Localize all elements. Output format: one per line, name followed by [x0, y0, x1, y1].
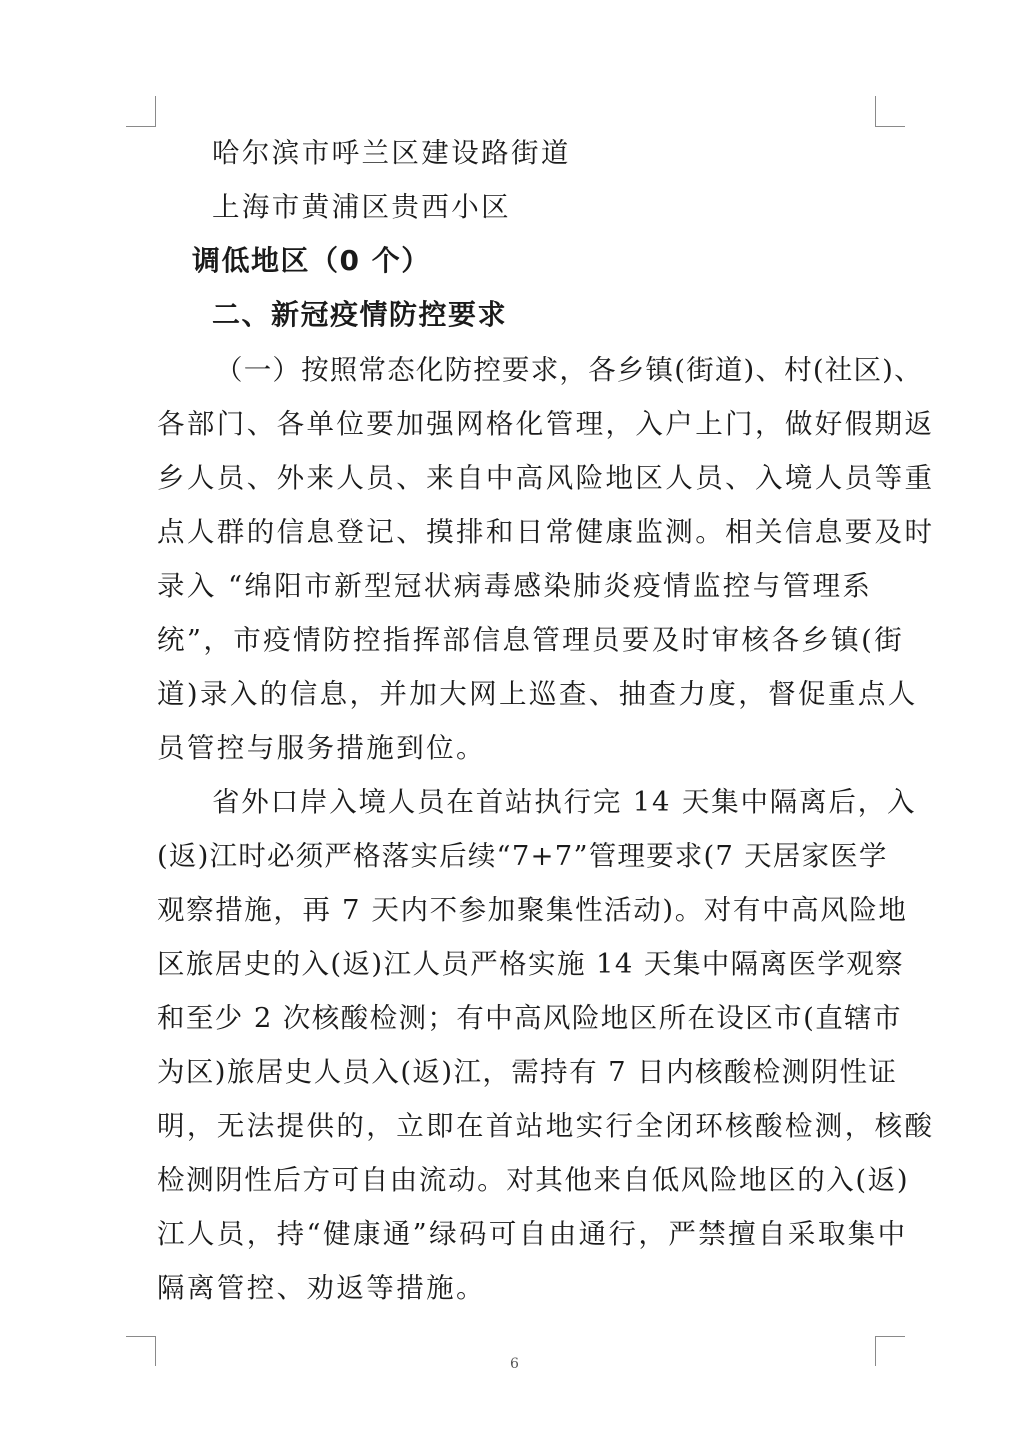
crop-mark	[875, 1336, 905, 1337]
paragraph-line: 为区)旅居史人员入(返)江，需持有 7 日内核酸检测阴性证	[157, 1056, 898, 1088]
area-list-item: 哈尔滨市呼兰区建设路街道	[212, 137, 571, 169]
paragraph-line: 明，无法提供的，立即在首站地实行全闭环核酸检测，核酸	[157, 1110, 935, 1142]
page-number: 6	[510, 1356, 519, 1372]
crop-mark	[126, 126, 156, 127]
paragraph-line: 观察措施，再 7 天内不参加聚集性活动)。对有中高风险地	[157, 894, 908, 926]
section-heading: 二、新冠疫情防控要求	[212, 298, 508, 331]
section-subheading: 调低地区（0 个）	[192, 244, 431, 277]
paragraph-line: 点人群的信息登记、摸排和日常健康监测。相关信息要及时	[157, 516, 935, 548]
crop-mark	[126, 1336, 156, 1337]
paragraph-line: 省外口岸入境人员在首站执行完 14 天集中隔离后，入	[212, 786, 917, 818]
paragraph-line: 员管控与服务措施到位。	[157, 732, 486, 764]
paragraph-line: 和至少 2 次核酸检测；有中高风险地区所在设区市(直辖市	[157, 1002, 902, 1034]
paragraph-line: 各部门、各单位要加强网格化管理，入户上门，做好假期返	[157, 408, 935, 440]
paragraph-line: 统”，市疫情防控指挥部信息管理员要及时审核各乡镇(街	[157, 624, 905, 656]
paragraph-line: 隔离管控、劝返等措施。	[157, 1272, 486, 1304]
area-list-item: 上海市黄浦区贵西小区	[212, 191, 511, 223]
paragraph-line: 江人员，持“健康通”绿码可自由通行，严禁擅自采取集中	[157, 1218, 908, 1250]
crop-mark	[875, 126, 905, 127]
paragraph-line: (返)江时必须严格落实后续“7+7”管理要求(7 天居家医学	[157, 840, 888, 872]
paragraph-line: 道)录入的信息，并加大网上巡查、抽查力度，督促重点人	[157, 678, 918, 710]
paragraph-line: 乡人员、外来人员、来自中高风险地区人员、入境人员等重	[157, 462, 935, 494]
paragraph-line: 录入 “绵阳市新型冠状病毒感染肺炎疫情监控与管理系	[157, 570, 873, 602]
paragraph-line: 区旅居史的入(返)江人员严格实施 14 天集中隔离医学观察	[157, 948, 905, 980]
paragraph-line: （一）按照常态化防控要求，各乡镇(街道)、村(社区)、	[215, 354, 923, 386]
crop-mark	[155, 96, 156, 126]
paragraph-line: 检测阴性后方可自由流动。对其他来自低风险地区的入(返)	[157, 1164, 910, 1196]
crop-mark	[875, 96, 876, 126]
